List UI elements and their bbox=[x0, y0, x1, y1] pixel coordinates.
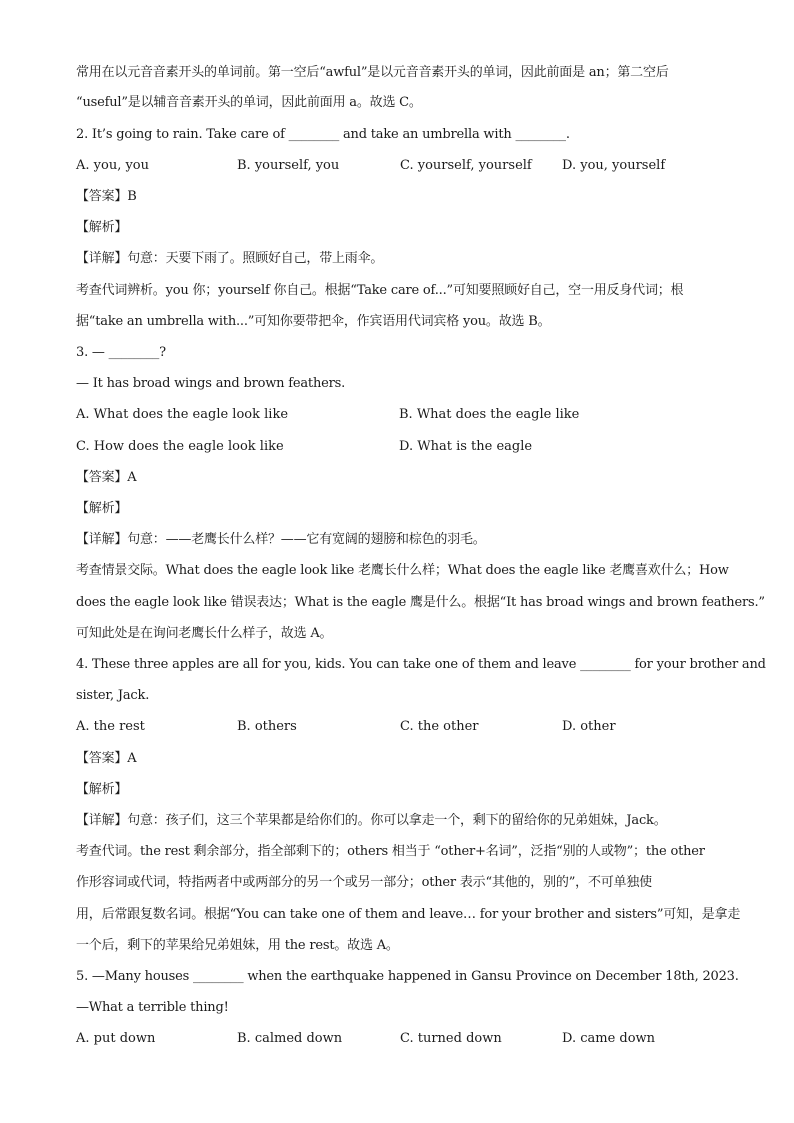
question-4-analysis-label: 【解析】 bbox=[76, 782, 128, 797]
question-2-analysis-label: 【解析】 bbox=[76, 220, 128, 235]
question-5-option-a: A. put down bbox=[76, 1031, 156, 1046]
question-5-reply: —What a terrible thing! bbox=[76, 1000, 229, 1015]
question-4-explanation-3: 用，后常跟复数名词。根据“You can take one of them and leave… for your brother and sisters”可知，是拿走 bbox=[76, 907, 741, 922]
question-4-option-c: C. the other bbox=[400, 719, 479, 734]
question-4-explanation-2: 作形容词或代词，特指两者中或两部分的另一个或另一部分；other 表示“其他的，别的”，不可单独使 bbox=[76, 875, 652, 890]
question-2-option-a: A. you, you bbox=[76, 158, 150, 173]
question-3-option-a: A. What does the eagle look like bbox=[76, 407, 289, 422]
question-3-detail: 【详解】句意：——老鹰长什么样？——它有宽阔的翅膀和棕色的羽毛。 bbox=[76, 532, 486, 547]
question-2-option-b: B. yourself, you bbox=[237, 158, 340, 173]
question-3-explanation-3: 可知此处是在询问老鹰长什么样子，故选 A。 bbox=[76, 626, 333, 641]
question-2-option-c: C. yourself, yourself bbox=[400, 158, 532, 173]
question-4-option-b: B. others bbox=[237, 719, 297, 734]
question-4-stem-2: sister, Jack. bbox=[76, 688, 150, 703]
question-2-option-d: D. you, yourself bbox=[562, 158, 666, 173]
question-4-answer: 【答案】A bbox=[76, 751, 137, 766]
intro-line-1: 常用在以元音音素开头的单词前。第一空后“awful”是以元音音素开头的单词，因此前面是 an；第二空后 bbox=[76, 65, 669, 80]
question-2-stem: 2. It’s going to rain. Take care of ________ and take an umbrella with ________. bbox=[76, 127, 570, 142]
question-3-analysis-label: 【解析】 bbox=[76, 501, 128, 516]
question-3-option-c: C. How does the eagle look like bbox=[76, 439, 284, 454]
question-4-option-d: D. other bbox=[562, 719, 616, 734]
question-2-detail: 【详解】句意：天要下雨了。照顾好自己，带上雨伞。 bbox=[76, 251, 384, 266]
question-5-stem: 5. —Many houses ________ when the earthquake happened in Gansu Province on December 18th, 2023. bbox=[76, 969, 739, 984]
question-2-explanation-2: 据“take an umbrella with...”可知你要带把伞，作宾语用代词宾格 you。故选 B。 bbox=[76, 314, 551, 329]
question-4-option-a: A. the rest bbox=[76, 719, 145, 734]
question-2-explanation-1: 考查代词辨析。you 你；yourself 你自己。根据“Take care of...”可知要照顾好自己，空一用反身代词；根 bbox=[76, 283, 684, 298]
question-5-option-c: C. turned down bbox=[400, 1031, 502, 1046]
question-3-explanation-1: 考查情景交际。What does the eagle look like 老鹰长什么样；What does the eagle like 老鹰喜欢什么；How bbox=[76, 563, 729, 578]
question-5-option-b: B. calmed down bbox=[237, 1031, 343, 1046]
question-3-answer: 【答案】A bbox=[76, 470, 137, 485]
question-4-explanation-4: 一个后，剩下的苹果给兄弟姐妹，用 the rest。故选 A。 bbox=[76, 938, 399, 953]
question-4-explanation-1: 考查代词。the rest 剩余部分，指全部剩下的；others 相当于 “other+名词”，泛指“别的人或物”；the other bbox=[76, 844, 705, 859]
question-5-option-d: D. came down bbox=[562, 1031, 656, 1046]
question-3-option-d: D. What is the eagle bbox=[399, 439, 533, 454]
question-3-stem: 3. — ________? bbox=[76, 345, 166, 360]
question-3-option-b: B. What does the eagle like bbox=[399, 407, 580, 422]
question-3-explanation-2: does the eagle look like 错误表达；What is the eagle 鹰是什么。根据“It has broad wings and brown feathers.” bbox=[76, 595, 765, 610]
question-4-stem-1: 4. These three apples are all for you, kids. You can take one of them and leave ________ for your brother and bbox=[76, 657, 766, 672]
intro-line-2: “useful”是以辅音音素开头的单词，因此前面用 a。故选 C。 bbox=[76, 95, 422, 110]
question-4-detail: 【详解】句意：孩子们，这三个苹果都是给你们的。你可以拿走一个，剩下的留给你的兄弟姐妹，Jack。 bbox=[76, 813, 667, 828]
question-3-reply: — It has broad wings and brown feathers. bbox=[76, 376, 346, 391]
question-2-answer: 【答案】B bbox=[76, 189, 137, 204]
